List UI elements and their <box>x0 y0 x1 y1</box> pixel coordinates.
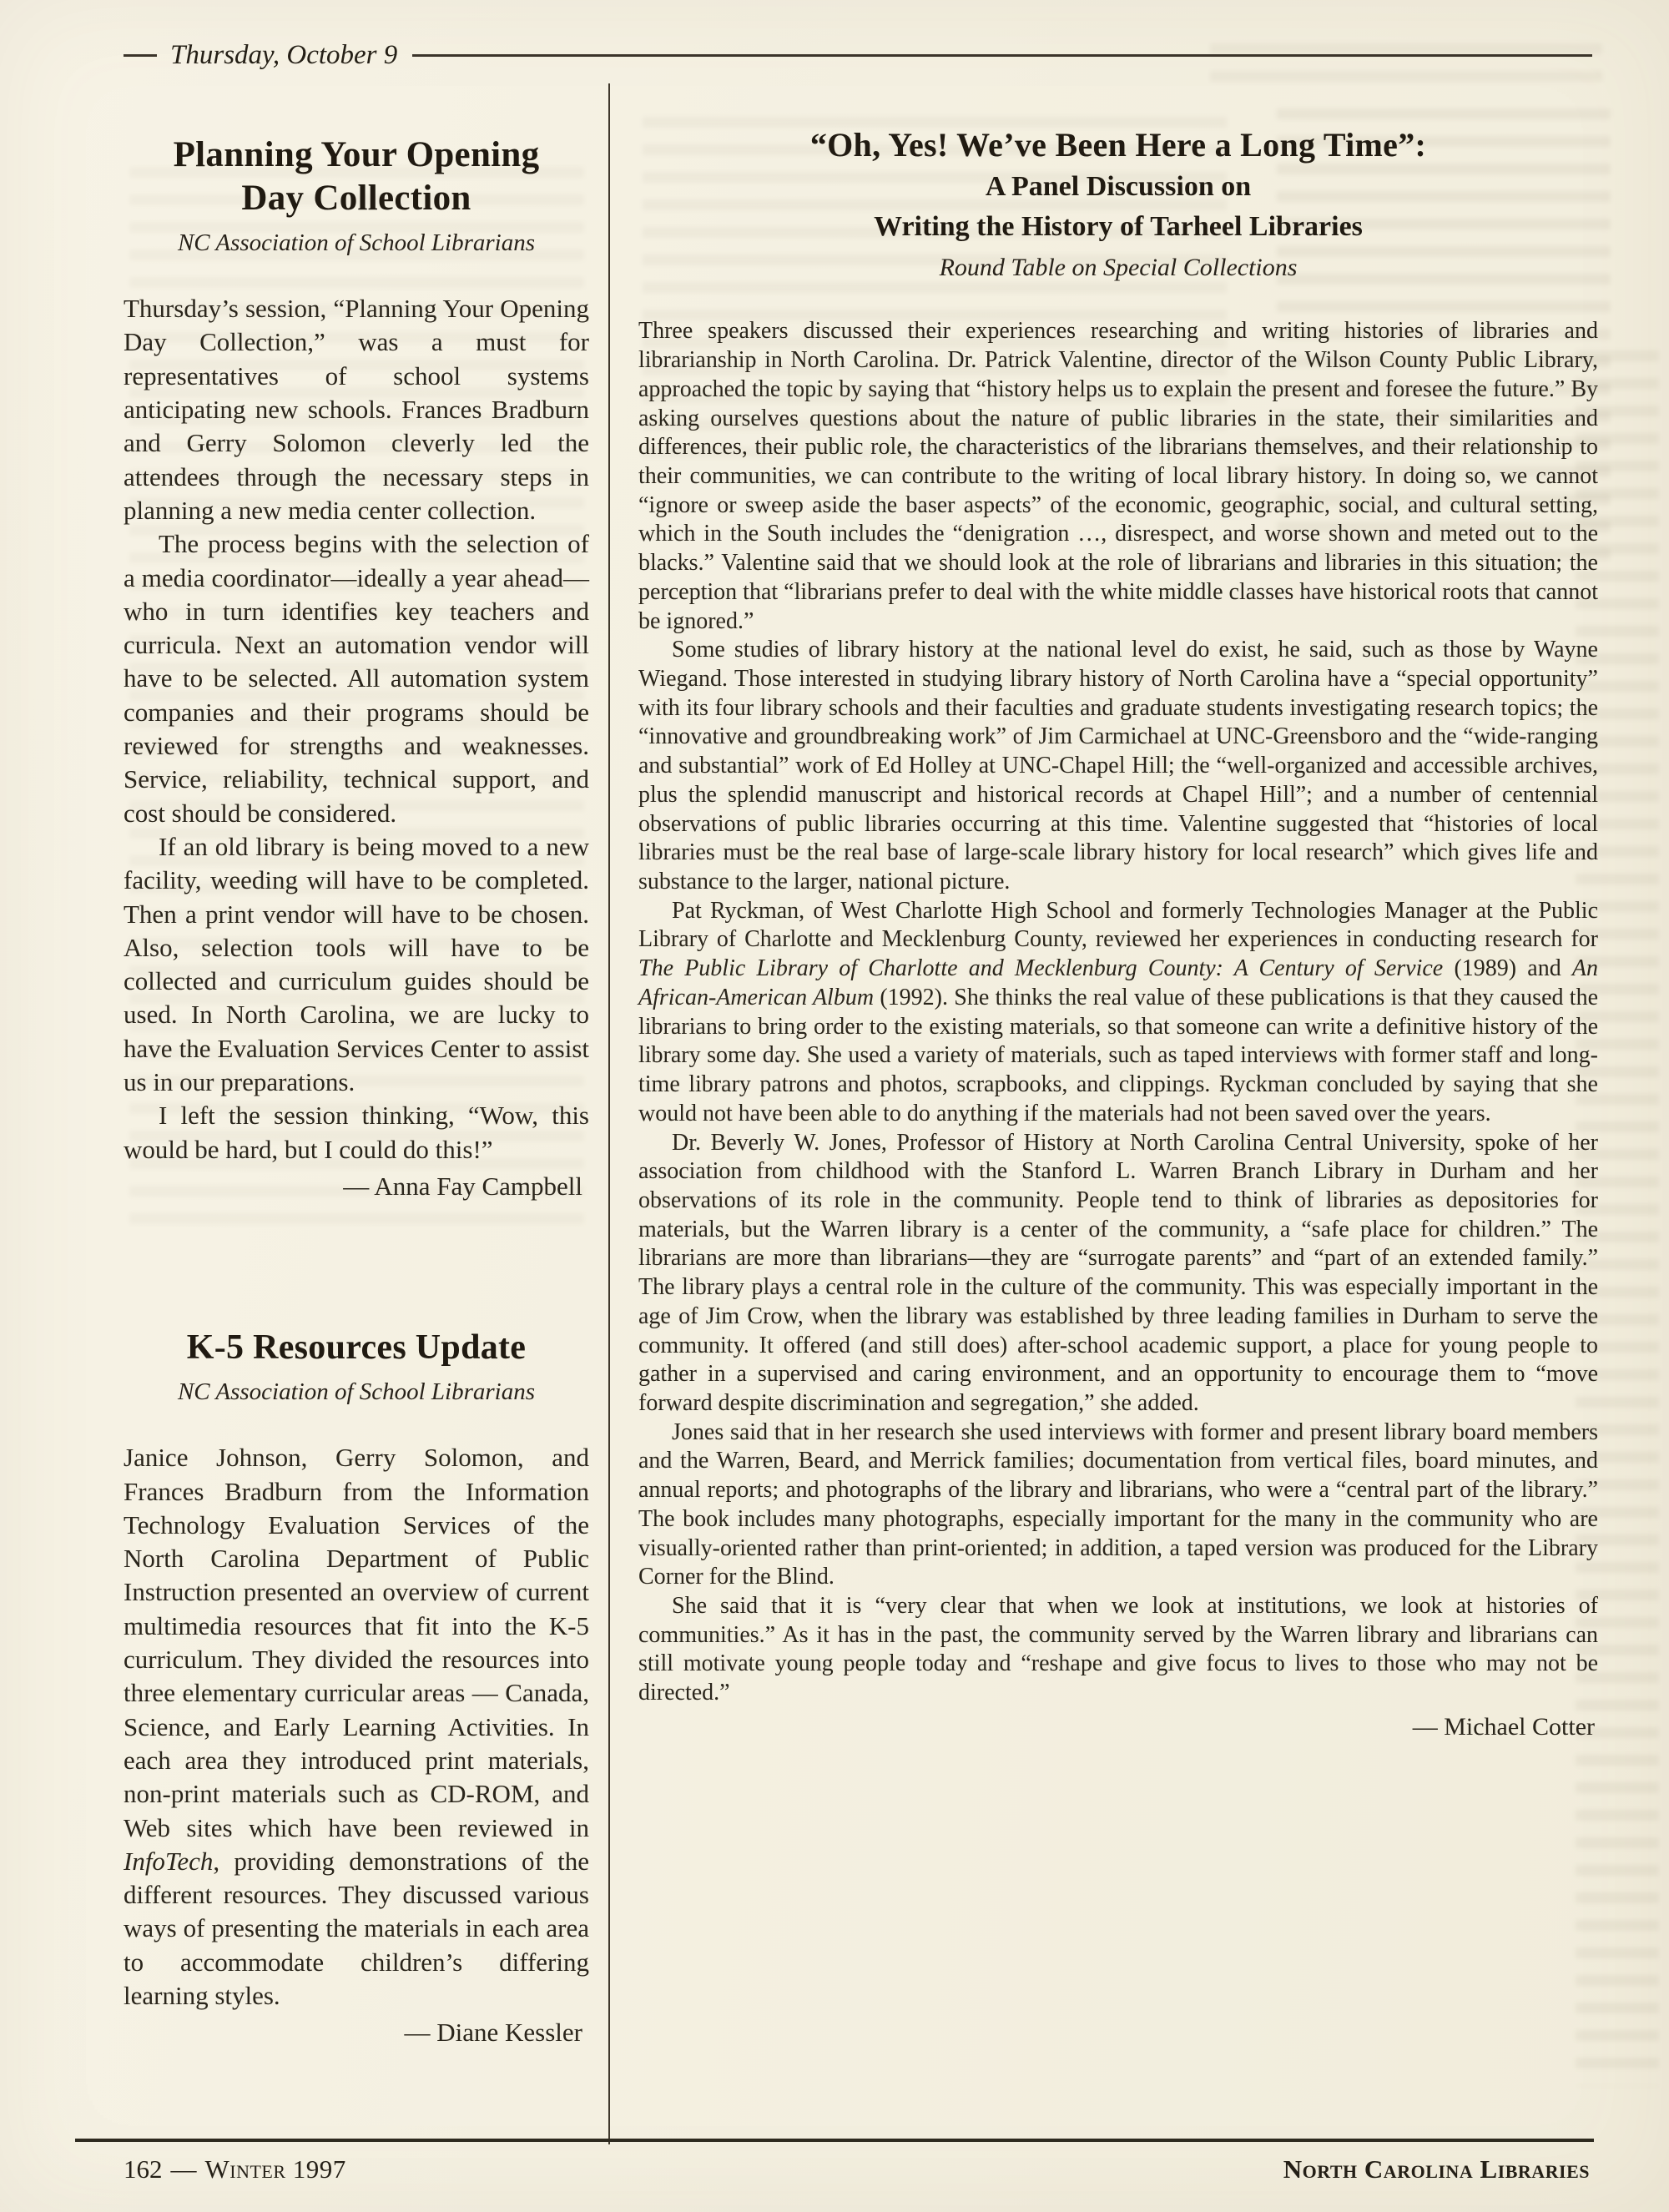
paragraph-text: , providing demonstrations of the different resources. They discussed various ways of presenting the materials in each area to accommodate children’s differing learning styles. <box>124 1846 589 2011</box>
journal-title: North Carolina Libraries <box>1283 2154 1590 2184</box>
article-subtitle-line: A Panel Discussion on <box>985 171 1252 202</box>
paragraph: The process begins with the selection of a media coordinator—ideally a year ahead—who in turn identifies key teachers and curricula. Next an automation vendor will have to be selected. All automation system companies and their programs should be reviewed for strengths and weaknesses. Service, reliability, technical support, and cost should be considered. <box>124 529 589 828</box>
article-byline: NC Association of School Librarians <box>177 1378 536 1406</box>
running-head <box>124 40 1592 71</box>
issue-label: Winter 1997 <box>204 2154 346 2184</box>
paragraph: I left the session thinking, “Wow, this would be hard, but I could do this!” <box>124 1101 589 1164</box>
article-byline: Round Table on Special Collections <box>939 254 1298 282</box>
paragraph-text: (1989) and <box>1443 955 1572 982</box>
article-title: K-5 Resources Update <box>186 1328 527 1367</box>
paragraph <box>638 897 1598 1129</box>
article-subtitle-line: Writing the History of Tarheel Libraries <box>874 211 1363 243</box>
article-k5-resources-update <box>124 1327 589 2048</box>
article-title <box>124 134 589 219</box>
paragraph: If an old library is being moved to a new facility, weeding will have to be completed. Then a print vendor will have to be chosen. Also, selection tools will have to be collected and curriculum guides should be used. In North Carolina, we are lucky to have the Evaluation Services Center to assist us in our preparations. <box>124 831 589 1097</box>
paragraph: Thursday’s session, “Planning Your Opening Day Collection,” was a must for representatives of school systems anticipating new schools. Frances Bradburn and Gerry Solomon cleverly led the attendees through the necessary steps in planning a new media center collection. <box>124 294 589 525</box>
footer <box>124 2154 1590 2184</box>
publication-title: The Public Library of Charlotte and Mecklenburg County: A Century of Service <box>638 955 1444 982</box>
paragraph <box>124 1441 589 2013</box>
paragraph-text: (1992). She thinks the real value of these publications is that they caused the librarians to bring order to the existing materials, so that someone can write a definitive history of the library some day. She used a variety of materials, such as taped interviews with former staff and long-time library patrons and photos, scrapbooks, and clippings. Ryckman concluded by saying that she would not have been able to do anything if the materials had not been saved over the years. <box>638 984 1599 1126</box>
article-title-line: Planning Your Opening <box>173 135 540 174</box>
paragraph: Dr. Beverly W. Jones, Professor of History at North Carolina Central University, spoke of her association from childhood with the Stanford L. Warren Branch Library in Durham and her observations of its role in the community. People tend to think of libraries as depositories for materials, but the Warren library is a center of the community, a “safe place for children.” The librarians are more than librarians—they are “surrogate parents” and “part of an extended family.” The library plays a central role in the culture of the community. This was especially important in the age of Jim Crow, when the library was established by three leading families in Durham to serve the community. It offered (and still does) after-school academic support, a place for young people to gather in a supervised and caring environment, and an opportunity to encourage them to “move forward despite discrimination and segregation,” she added. <box>638 1129 1598 1416</box>
paragraph: She said that it is “very clear that when we look at institutions, we look at histories of communities.” As it has in the past, the community served by the Warren library and librarians can still motivate young people today and “reshape and give focus to lives to those who may not be directed.” <box>638 1593 1598 1706</box>
right-column <box>638 125 1598 1741</box>
running-head-dash <box>124 54 157 57</box>
article-title: “Oh, Yes! We’ve Been Here a Long Time”: <box>809 126 1427 164</box>
footer-rule <box>75 2139 1594 2142</box>
column-divider <box>608 83 610 2144</box>
author-signature: — Diane Kessler <box>404 2018 582 2048</box>
paragraph: Some studies of library history at the national level do exist, he said, such as those by Wayne Wiegand. Those interested in studying library history of North Carolina have a “special opportunity” with its four library schools and their faculties and graduate students investigating research topics; the “innovative and groundbreaking work” of Jim Carmichael at UNC-Greensboro and the “wide-ranging and substantial” work of Ed Holley at UNC-Chapel Hill; the “well-organized and accessible archives, plus the splendid manuscript and historical records at Chapel Hill”; and a number of centennial observations of public libraries occurring at this time. Valentine suggested that “histories of local libraries must be the real base of large-scale library history for local research” which gives life and substance to the larger, national picture. <box>638 637 1598 895</box>
publication-title: An African-American Album <box>638 955 1599 1010</box>
article-title-line: Day Collection <box>241 178 471 218</box>
paragraph-text: Janice Johnson, Gerry Solomon, and Frances Bradburn from the Information Technology Evaluation Services of the North Carolina Department of Public Instruction presented an overview of current multimedia resources that fit into the K-5 curriculum. They divided the resources into three elementary curricular areas — Canada, Science, and Early Learning Activities. In each area they introduced print materials, non-print materials such as CD-ROM, and Web sites which have been reviewed in <box>124 1443 589 1842</box>
paragraph-text: Pat Ryckman, of West Charlotte High School and formerly Technologies Manager at the Public Library of Charlotte and Mecklenburg County, reviewed her experiences in conducting research for <box>638 897 1598 953</box>
running-head-rule <box>412 54 1592 57</box>
paragraph: Three speakers discussed their experiences researching and writing histories of libraries and librarianship in North Carolina. Dr. Patrick Valentine, director of the Wilson County Public Library, approached the topic by saying that “history helps us to explain the present and foresee the future.” By asking ourselves questions about the nature of public libraries in the state, their similarities and differences, their public role, the characteristics of the librarians themselves, and their relationship to their communities, we can contribute to the writing of local library history. In doing so, we cannot “ignore or sweep aside the baser aspects” of the economic, geographic, social, and cultural setting, which in the South includes the “denigration …, disrespect, and worse shown and meted out to the blacks.” Valentine said that we should look at the role of librarians and libraries in this situation; the perception that “librarians prefer to deal with the white middle classes have historical roots that cannot be ignored.” <box>638 318 1598 634</box>
author-signature: — Michael Cotter <box>1412 1712 1595 1741</box>
publication-title: InfoTech <box>124 1846 214 1876</box>
author-signature: — Anna Fay Campbell <box>343 1171 582 1201</box>
left-column <box>124 134 589 2048</box>
paragraph: Jones said that in her research she used interviews with former and present library board members and the Warren, Beard, and Merrick families; documentation from vertical files, board minutes, and annual reports; and photographs of the library and librarians, who were a “central part of the library.” The book includes many photographs, especially important for the many in the community who are visually-oriented rather than print-oriented; in addition, a taped version was produced for the Library Corner for the Blind. <box>638 1418 1598 1590</box>
article-byline: NC Association of School Librarians <box>177 229 536 257</box>
running-head-date: Thursday, October 9 <box>170 40 398 70</box>
footer-page-info <box>124 2154 346 2184</box>
page-number: 162 <box>124 2154 163 2184</box>
article-planning-opening-day <box>124 134 589 1202</box>
article-panel-tarheel-history <box>638 125 1598 1741</box>
footer-dash: — <box>170 2154 197 2184</box>
